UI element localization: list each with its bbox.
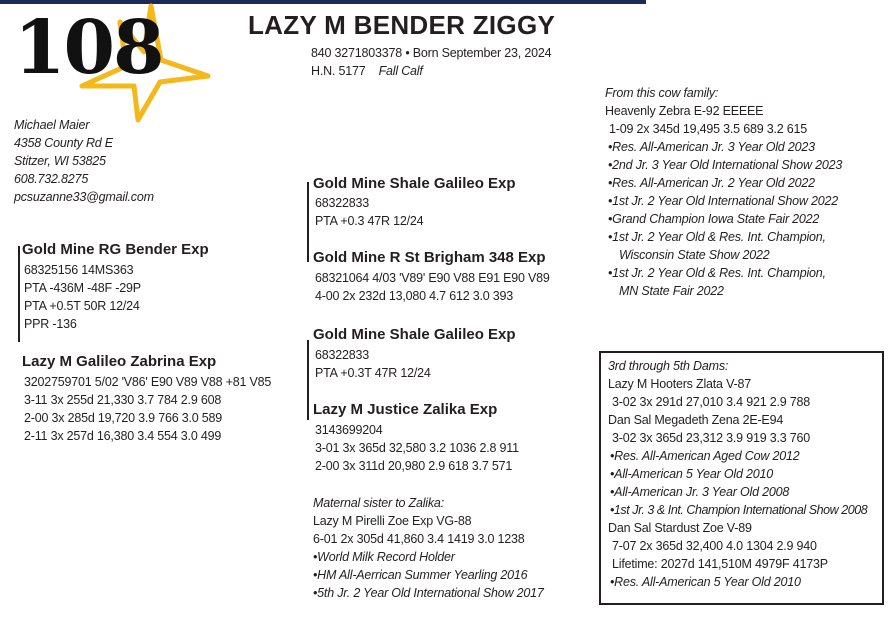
sire-line: PTA +0.5T 50R 12/24 [24,299,140,313]
dam4-honor: •All-American 5 Year Old 2010 [610,467,774,481]
animal-name: LAZY M BENDER ZIGGY [248,10,556,40]
sire-sire-line: 68322833 [315,196,370,210]
dam-dam-line: 3-01 3x 365d 32,580 3.2 1036 2.8 911 [315,441,519,455]
dam3-record: 3-02 3x 291d 27,010 3.4 921 2.9 788 [612,395,811,409]
sire-sire-name: Gold Mine Shale Galileo Exp [313,175,516,192]
cow-family-honor: •Res. All-American Jr. 3 Year Old 2023 [608,140,815,154]
sire-sire-details [315,194,423,230]
sire-dam-name: Gold Mine R St Brigham 348 Exp [313,249,546,266]
cow-family-honor: •1st Jr. 2 Year Old & Res. Int. Champion, [608,230,826,244]
sire-line: 68325156 14MS363 [24,263,134,277]
consignor-city: Stitzer, WI 53825 [14,154,106,168]
sire-name: Gold Mine RG Bender Exp [22,241,209,258]
dam5-lifetime: Lifetime: 2027d 141,510M 4979F 4173P [612,557,828,571]
maternal-sister-name: Lazy M Pirelli Zoe Exp VG-88 [313,514,472,528]
consignor-name: Michael Maier [14,118,90,132]
cow-family-honor: Wisconsin State Show 2022 [619,248,770,262]
consignor-address: 4358 County Rd E [14,136,113,150]
sire-line: PTA -436M -48F -29P [24,281,141,295]
cow-family-record: 1-09 2x 345d 19,495 3.5 689 3.2 615 [609,122,808,136]
cow-family-heading: From this cow family: [605,86,719,100]
dam-details [24,373,271,445]
maternal-sister-honor: •World Milk Record Holder [313,550,455,564]
consignor-phone: 608.732.8275 [14,172,89,186]
dam-dam-line: 2-00 3x 311d 20,980 2.9 618 3.7 571 [315,459,513,473]
consignor-email: pcsuzanne33@gmail.com [14,190,154,204]
dam-line: 2-00 3x 285d 19,720 3.9 766 3.0 589 [24,411,223,425]
dam-dam-name: Lazy M Justice Zalika Exp [313,401,498,418]
cow-family-honor: •Res. All-American Jr. 2 Year Old 2022 [608,176,815,190]
cow-family-honor: •1st Jr. 2 Year Old & Res. Int. Champion, [608,266,826,280]
cow-family-honor: •2nd Jr. 3 Year Old International Show 2023 [608,158,843,172]
dams-box-content [608,357,867,591]
cow-family-honor: •Grand Champion Iowa State Fair 2022 [608,212,820,226]
dam-line: 3-11 3x 255d 21,330 3.7 784 2.9 608 [24,393,222,407]
dams-box-heading: 3rd through 5th Dams: [608,359,729,373]
sire-details [24,261,141,333]
cow-family-block [605,84,842,300]
sire-sire-line: PTA +0.3 47R 12/24 [315,214,424,228]
sire-bracket [18,246,20,342]
dam-sire-name: Gold Mine Shale Galileo Exp [313,326,516,343]
herd-number: H.N. 5177 [311,64,366,78]
sire-line: PPR -136 [24,317,77,331]
dam3-name: Lazy M Hooters Zlata V-87 [608,377,751,391]
lot-number: 108 [14,5,163,91]
dam-line: 3202759701 5/02 'V86' E90 V89 V88 +81 V85 [24,375,272,389]
dam5-record: 7-07 2x 365d 32,400 4.0 1304 2.9 940 [612,539,817,553]
cow-family-name: Heavenly Zebra E-92 EEEEE [605,104,764,118]
cow-family-honor: •1st Jr. 2 Year Old International Show 2022 [608,194,838,208]
maternal-sister-honor: •5th Jr. 2 Year Old International Show 2017 [313,586,544,600]
maternal-sister-heading: Maternal sister to Zalika: [313,496,444,510]
cow-family-honor: MN State Fair 2022 [619,284,724,298]
animal-hn-line [311,62,423,80]
maternal-sister-honor: •HM All-Aerrican Summer Yearling 2016 [313,568,528,582]
dam-sire-line: 68322833 [315,348,370,362]
animal-id-line: 840 3271803378 • Born September 23, 2024 [311,46,552,60]
dam-sire-details [315,346,431,382]
maternal-sister-block [313,494,544,602]
dam-sire-line: PTA +0.3T 47R 12/24 [315,366,431,380]
dam-dam-details [315,421,519,475]
dam-name: Lazy M Galileo Zabrina Exp [22,353,217,370]
sire-dam-line: 68321064 4/03 'V89' E90 V88 E91 E90 V89 [315,271,550,285]
sire-dam-line: 4-00 2x 232d 13,080 4.7 612 3.0 393 [315,289,514,303]
maternal-sister-record: 6-01 2x 305d 41,860 3.4 1419 3.0 1238 [313,532,525,546]
dam4-name: Dan Sal Megadeth Zena 2E-E94 [608,413,784,427]
dam4-honor: •Res. All-American Aged Cow 2012 [610,449,800,463]
dam4-honor: •1st Jr. 3 & Int. Champion International Show 2008 [610,503,868,517]
animal-class: Fall Calf [378,64,423,78]
dam5-name: Dan Sal Stardust Zoe V-89 [608,521,752,535]
dam-line: 2-11 3x 257d 16,380 3.4 554 3.0 499 [24,429,222,443]
dam5-honor: •Res. All-American 5 Year Old 2010 [610,575,801,589]
dam-side-bracket [307,340,309,420]
dam-dam-line: 3143699204 [315,423,383,437]
dam4-honor: •All-American Jr. 3 Year Old 2008 [610,485,790,499]
sire-side-bracket [307,182,309,262]
sire-dam-details [315,269,550,305]
consignor-block [14,116,154,206]
dam4-record: 3-02 3x 365d 23,312 3.9 919 3.3 760 [612,431,811,445]
